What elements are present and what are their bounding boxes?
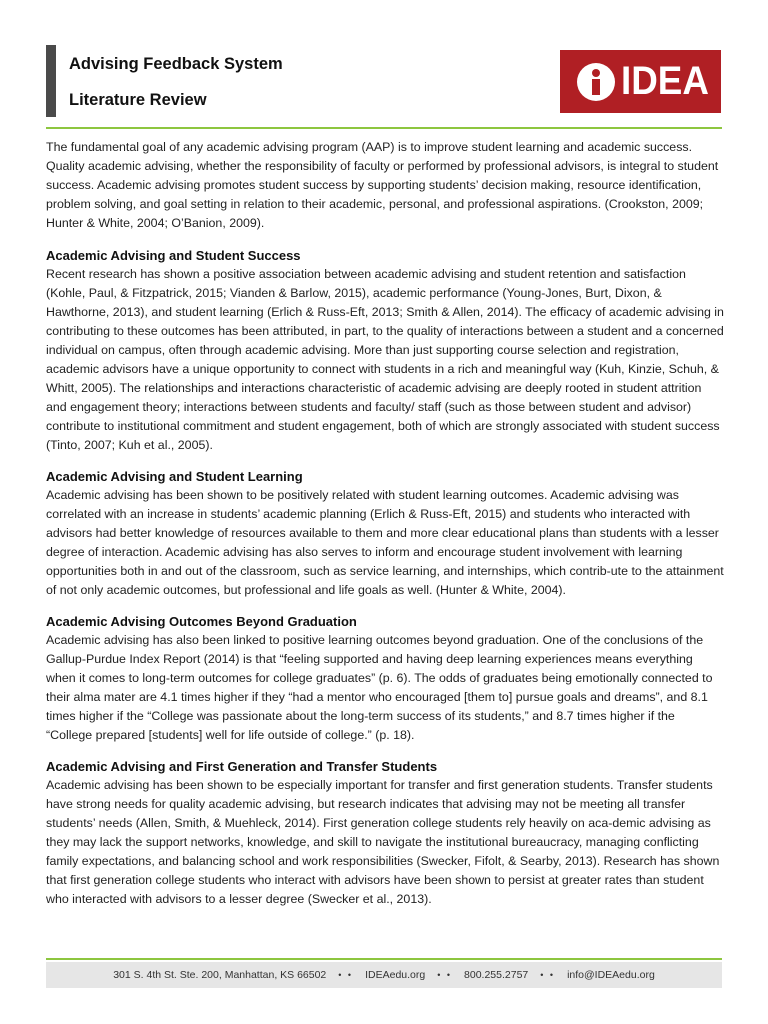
footer-email-link[interactable]: info@IDEAedu.org <box>567 969 655 981</box>
footer-divider <box>46 958 722 960</box>
info-icon <box>577 63 615 101</box>
footer-separator: • • <box>437 970 453 980</box>
idea-logo <box>560 50 721 113</box>
footer-bar <box>46 962 722 988</box>
section-heading: Academic Advising Outcomes Beyond Graduation <box>46 614 357 629</box>
document-subtitle: Literature Review <box>69 91 207 109</box>
section-body: Academic advising has been shown to be positively related with student learning outcomes. Academic advising was correlated with an increase in students’ academic planning (Erlich & Russ-Eft, 2015) and students who interacted with advisors had better knowledge of resources available to them and more clear educational plans than students with a lesser degree of interaction. Academic advising has also serves to inform and encourage student involvement with learning opportunities both in and out of the classroom, such as service learning, and internships, which contrib-ute to the attainment of not only academic outcomes, but professional and life goals as well. (Hunter & White, 2004). <box>46 488 724 597</box>
section-body: Recent research has shown a positive association between academic advising and student retention and satisfaction (Kohle, Paul, & Fitzpatrick, 2015; Vianden & Barlow, 2015), academic performance (Young-Jones, Burt, Dixon, & Hawthorne, 2013), and student learning (Erlich & Russ-Eft, 2013; Smith & Allen, 2014). The efficacy of academic advising in contributing to these outcomes has been attributed, in part, to the quality of interactions between a student and a concerned individual on campus, often through academic advising. More than just supporting course selection and registration, academic advisors have a unique opportunity to connect with students in a rich and meaningful way (Kuh, Kinzie, Schuh, & Whitt, 2005). The relationships and interactions characteristic of academic advising are deeply rooted in student attrition and engagement theory; interactions between students and faculty/ staff (such as those between student and advisor) contribute to institutional commitment and student engagement, both of which are strongly associated with student success (Tinto, 2007; Kuh et al., 2005). <box>46 267 724 452</box>
header-divider <box>46 127 722 129</box>
section-student-learning <box>46 467 724 600</box>
intro-paragraph: The fundamental goal of any academic advising program (AAP) is to improve student learning and academic success. Quality academic advising, whether the responsibility of faculty or performed by professional advisors, is integral to student success. Academic advising promotes student success by supporting students’ decision making, resource identification, problem solving, and goal setting in relation to their academic, personal, and professional aspirations. (Crookston, 2009; Hunter & White, 2004; O’Banion, 2009). <box>46 140 719 230</box>
document-title: Advising Feedback System <box>69 55 283 73</box>
footer-website-link[interactable]: IDEAedu.org <box>365 969 426 981</box>
section-heading: Academic Advising and Student Learning <box>46 469 303 484</box>
section-heading: Academic Advising and Student Success <box>46 248 301 263</box>
header-accent-bar <box>46 45 56 117</box>
footer-separator: • • <box>338 970 354 980</box>
footer-separator: • • <box>540 970 556 980</box>
section-body: Academic advising has been shown to be especially important for transfer and first generation students. Transfer students have strong needs for quality academic advising, but research indicates that advising may not be meeting all transfer students’ needs (Allen, Smith, & Muehleck, 2014). First generation college students rely heavily on aca-demic advising as they may lack the support networks, knowledge, and skill to navigate the institutional bureaucracy, managing conflicting family expectations, and balancing school and work responsibilities (Swecker, Fifolt, & Searby, 2013). Research has shown that first generation college students who interact with advisors have been shown to persist at greater rates than student who interacted with advisors to a lesser degree (Swecker et al., 2013). <box>46 778 720 906</box>
logo-text: IDEA <box>621 59 709 103</box>
section-student-success <box>46 246 724 455</box>
section-heading: Academic Advising and First Generation and Transfer Students <box>46 759 438 774</box>
section-body: Academic advising has also been linked to positive learning outcomes beyond graduation. One of the conclusions of the Gallup-Purdue Index Report (2014) is that “feeling supported and having deep learning experiences means everything when it comes to long-term outcomes for college graduates” (p. 6). The odds of graduates being emotionally connected to their alma mater are 4.1 times higher if they “had a mentor who encouraged [them to] pursue goals and dreams”, and 8.1 times higher if the “College was passionate about the long-term success of its students,” and 8.7 times higher if the “College prepared [students] well for life outside of college.” (p. 18). <box>46 633 713 742</box>
footer-phone: 800.255.2757 <box>464 969 529 981</box>
footer-address: 301 S. 4th St. Ste. 200, Manhattan, KS 66502 <box>113 969 327 981</box>
section-beyond-graduation <box>46 612 724 745</box>
document-body <box>46 138 724 921</box>
section-first-gen-transfer <box>46 757 724 909</box>
